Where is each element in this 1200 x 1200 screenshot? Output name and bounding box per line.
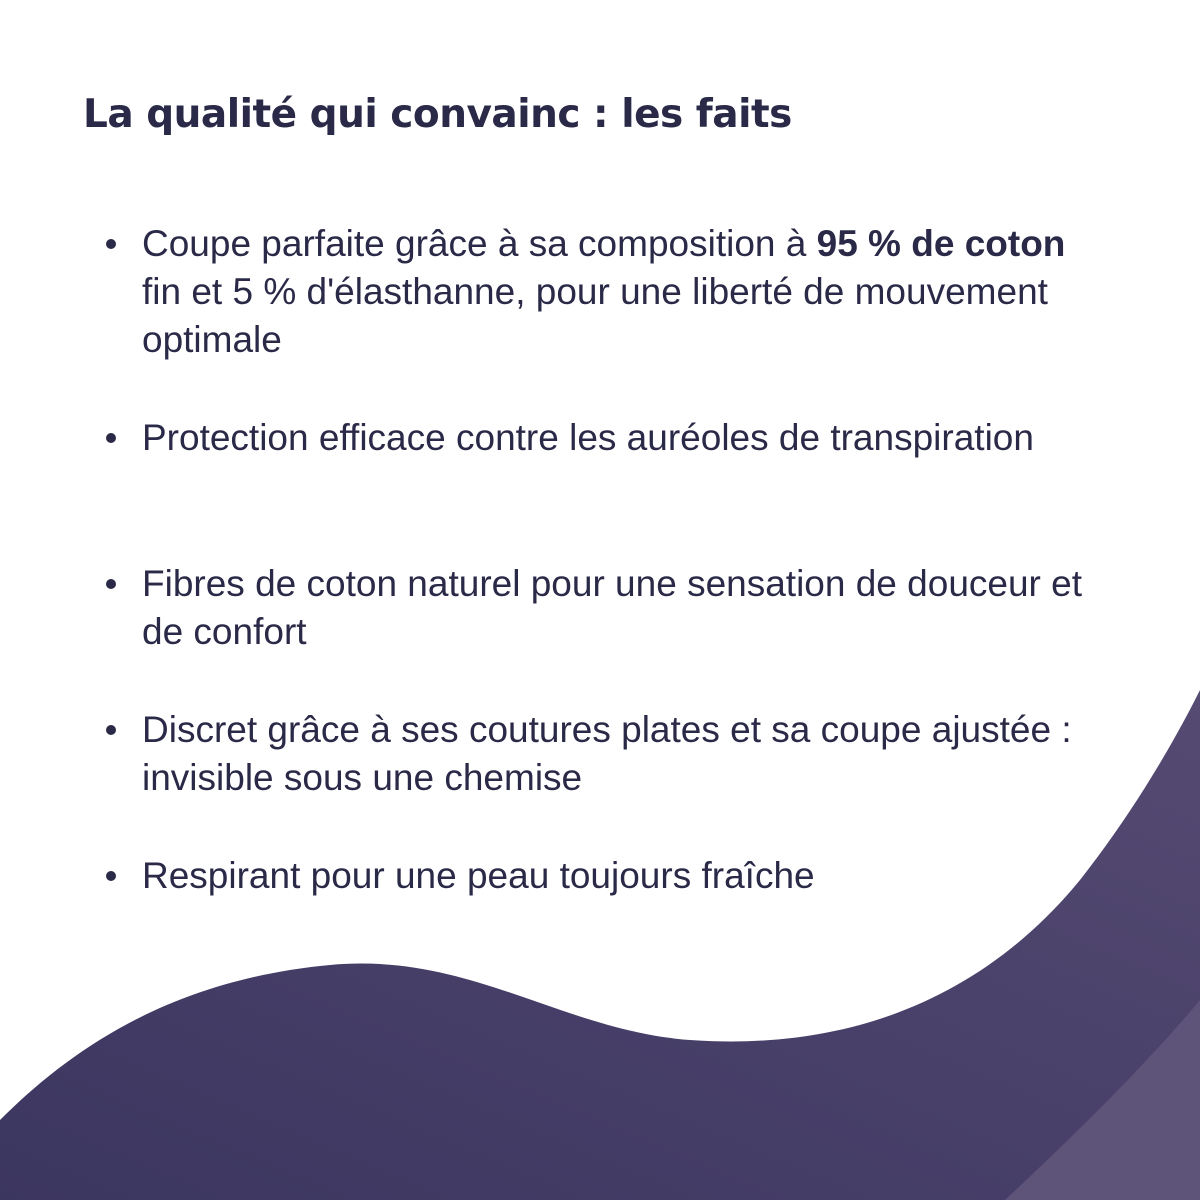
list-item-discret [142, 706, 1102, 802]
list-item-respirant [142, 852, 1102, 900]
bullet-dot [106, 725, 116, 735]
item-text: Protection efficace contre les auréoles de transpiration [142, 417, 1034, 458]
item-text-after: fin et 5 % d'élasthanne, pour une liberté de mouvement optimale [142, 271, 1048, 360]
item-text: Discret grâce à ses coutures plates et sa coupe ajustée : invisible sous une chemise [142, 709, 1072, 798]
list-item-composition [142, 220, 1102, 364]
bullet-dot [106, 239, 116, 249]
list-item-protection [142, 414, 1102, 462]
bullet-dot [106, 579, 116, 589]
item-text: Fibres de coton naturel pour une sensation de douceur et de confort [142, 563, 1083, 652]
bullet-dot [106, 433, 116, 443]
bullet-dot [106, 871, 116, 881]
page-title: La qualité qui convainc : les faits [83, 92, 792, 137]
item-text: Respirant pour une peau toujours fraîche [142, 855, 815, 896]
list-item-fibres [142, 560, 1102, 656]
item-text-before: Coupe parfaite grâce à sa composition à [142, 223, 817, 264]
item-text-bold: 95 % de coton [816, 223, 1066, 264]
